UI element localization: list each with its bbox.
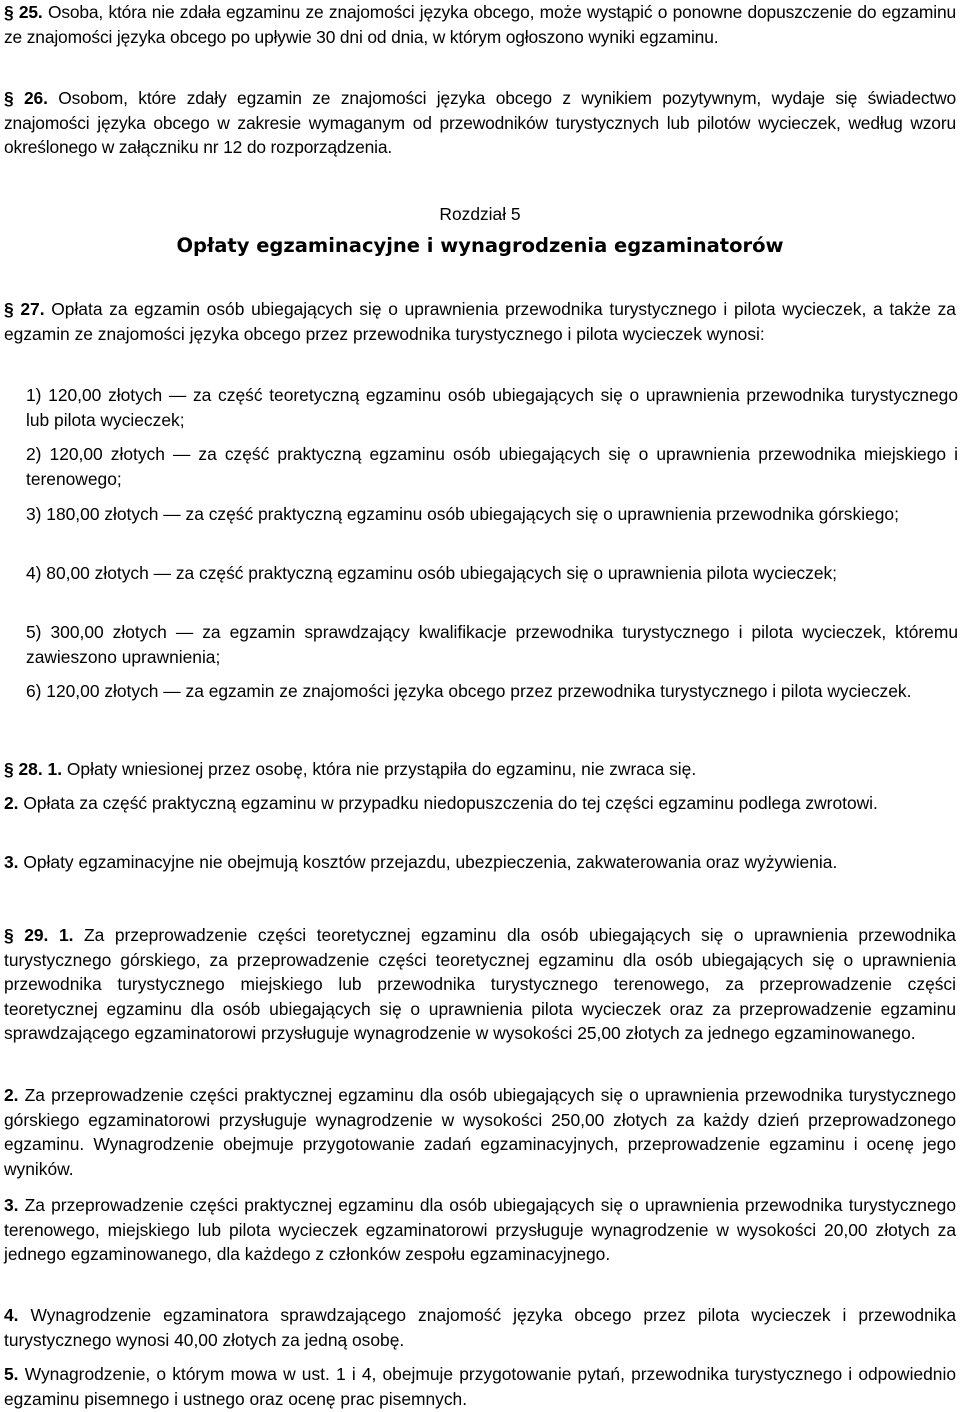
chapter-label: Rozdział 5	[439, 204, 521, 224]
clause-number: 1.	[47, 759, 63, 779]
clause-number: 3.	[4, 1195, 19, 1215]
section-number: § 26.	[4, 88, 48, 108]
list-item: 6) 120,00 złotych — za egzamin ze znajomości języka obcego przez przewodnika turystycznego i pilota wycieczek.	[26, 681, 912, 701]
paragraph-28-1	[4, 757, 956, 782]
paragraph-text: Opłata za egzamin osób ubiegających się o uprawnienia przewodnika turystycznego i pilota wycieczek, a także za egzamin ze znajomości języka obcego przez przewodnika turystycznego i pilota wycieczek wynosi:	[4, 299, 956, 344]
paragraph-29-5	[4, 1362, 956, 1411]
paragraph-text: Za przeprowadzenie części praktycznej egzaminu dla osób ubiegających się o uprawnienia przewodnika turystycznego terenowego, miejskiego lub pilota wycieczek egzaminatorowi przysługuje wynagrodzenie w wysokości 20,00 złotych za jednego egzaminowanego, dla każdego z członków zespołu egzaminacyjnego.	[4, 1195, 956, 1265]
clause-number: 2.	[4, 1085, 19, 1105]
list-item: 5) 300,00 złotych — za egzamin sprawdzający kwalifikacje przewodnika turystycznego i pilota wycieczek, któremu zawieszono uprawnienia;	[26, 622, 958, 667]
paragraph-text: Za przeprowadzenie części praktycznej egzaminu dla osób ubiegających się o uprawnienia przewodnika turystycznego górskiego egzaminatorowi przysługuje wynagrodzenie w wysokości 250,00 złotych za każdy dzień przeprowadzonego egzaminu. Wynagrodzenie obejmuje przygotowanie zadań egzaminacyjnych, przeprowadzenie egzaminu i ocenę jego wyników.	[4, 1085, 956, 1179]
paragraph-26	[4, 86, 956, 160]
paragraph-text: Za przeprowadzenie części teoretycznej egzaminu dla osób ubiegających się o uprawnienia przewodnika turystycznego górskiego, za przeprowadzenie części teoretycznej egzaminu dla osób ubiegających się o uprawnienia przewodnika turystycznego miejskiego lub przewodnika turystycznego terenowego, za przeprowadzenie części teoretycznej egzaminu dla osób ubiegających się o uprawnienia pilota wycieczek oraz za przeprowadzenie egzaminu sprawdzającego egzaminatorowi przysługuje wynagrodzenie w wysokości 25,00 złotych za jednego egzaminowanego.	[4, 925, 956, 1044]
list-item: 3) 180,00 złotych — za część praktyczną egzaminu osób ubiegających się o uprawnienia przewodnika górskiego;	[26, 504, 899, 524]
paragraph-28-3	[4, 850, 956, 875]
paragraph-29-2	[4, 1083, 956, 1181]
chapter-title: Opłaty egzaminacyjne i wynagrodzenia egzaminatorów	[176, 234, 784, 257]
paragraph-27	[4, 297, 956, 346]
paragraph-25	[4, 0, 956, 49]
paragraph-text: Osoba, która nie zdała egzaminu ze znajomości języka obcego, może wystąpić o ponowne dopuszczenie do egzaminu ze znajomości języka obcego po upływie 30 dni od dnia, w którym ogłoszono wyniki egzaminu.	[4, 2, 956, 47]
paragraph-text: Wynagrodzenie egzaminatora sprawdzającego znajomość języka obcego przez pilota wycieczek i przewodnika turystycznego wynosi 40,00 złotych za jedną osobę.	[4, 1305, 956, 1350]
list-item: 2) 120,00 złotych — za część praktyczną egzaminu osób ubiegających się o uprawnienia przewodnika miejskiego i terenowego;	[26, 444, 958, 489]
section-number: § 27.	[4, 299, 45, 319]
clause-number: 5.	[4, 1364, 19, 1384]
paragraph-text: Wynagrodzenie, o którym mowa w ust. 1 i 4, obejmuje przygotowanie pytań, przewodnika turystycznego i odpowiednio egzaminu pisemnego i ustnego oraz ocenę prac pisemnych.	[4, 1364, 956, 1409]
paragraph-28-2	[4, 791, 956, 816]
paragraph-text: Osobom, które zdały egzamin ze znajomości języka obcego z wynikiem pozytywnym, wydaje się świadectwo znajomości języka obcego w zakresie wymaganym od przewodników turystycznych lub pilotów wycieczek, według wzoru określonego w załączniku nr 12 do rozporządzenia.	[4, 88, 957, 158]
paragraph-29-4	[4, 1303, 956, 1352]
paragraph-text: Opłaty egzaminacyjne nie obejmują kosztów przejazdu, ubezpieczenia, zakwaterowania oraz wyżywienia.	[23, 852, 838, 872]
list-item: 4) 80,00 złotych — za część praktyczną egzaminu osób ubiegających się o uprawnienia pilota wycieczek;	[26, 563, 838, 583]
paragraph-text: Opłata za część praktyczną egzaminu w przypadku niedopuszczenia do tej części egzaminu podlega zwrotowi.	[23, 793, 878, 813]
paragraph-29-3	[4, 1193, 956, 1267]
clause-number: 2.	[4, 793, 19, 813]
section-number: § 29.	[4, 925, 49, 945]
clause-number: 3.	[4, 852, 19, 872]
paragraph-29-1	[4, 923, 956, 1046]
list-item: 1) 120,00 złotych — za część teoretyczną egzaminu osób ubiegających się o uprawnienia przewodnika turystycznego lub pilota wycieczek;	[26, 385, 958, 430]
paragraph-text: Opłaty wniesionej przez osobę, która nie przystąpiła do egzaminu, nie zwraca się.	[66, 759, 697, 779]
clause-number: 4.	[4, 1305, 19, 1325]
clause-number: 1.	[58, 925, 74, 945]
section-number: § 25.	[4, 2, 43, 22]
section-number: § 28.	[4, 759, 43, 779]
